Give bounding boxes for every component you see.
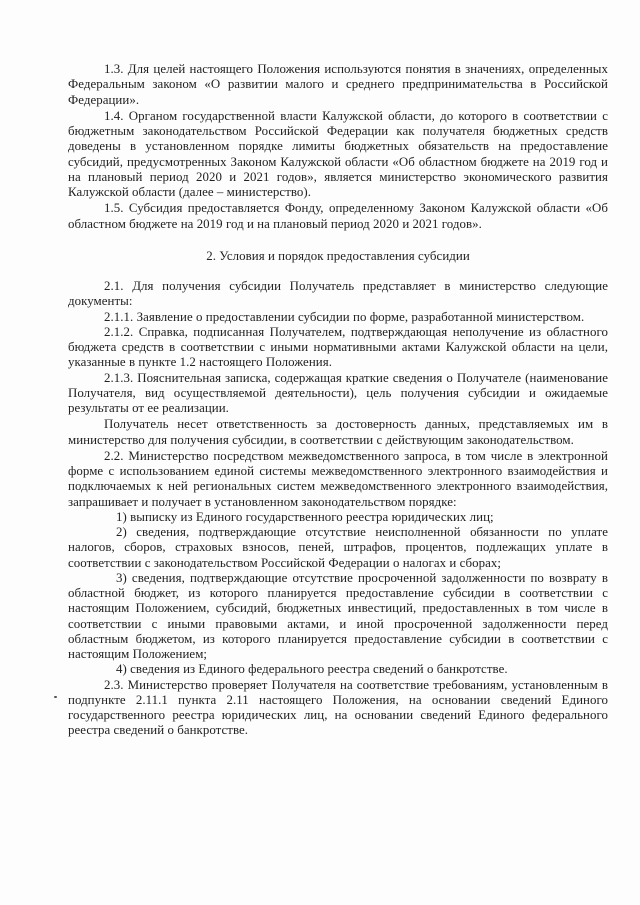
paragraph-1-4: 1.4. Органом государственной власти Калужской области, до которого в соответствии с бюджетным законодательством Российской Федерации как получателя бюджетных средств доведены в установленном порядке лимиты бюджетных обязательств на предоставление субсидий, предусмотренных Законом Калужской области «Об областном бюджете на 2019 год и на плановый период 2020 и 2021 годов», является министерство экономического развития Калужской области (далее – министерство). — [68, 108, 608, 199]
scan-margin-mark — [54, 696, 57, 698]
list-item-1: 1) выписку из Единого государственного реестра юридических лиц; — [116, 509, 494, 524]
paragraph-2-2: 2.2. Министерство посредством межведомственного запроса, в том числе в электронной форме с использованием единой системы межведомственного электронного взаимодействия и подключаемых к ней региональных систем межведомственного электронного взаимодействия, запрашивает и получает в установленном законодательством порядке: — [68, 448, 608, 509]
paragraph-2-1-1: 2.1.1. Заявление о предоставлении субсидии по форме, разработанной министерством. — [104, 309, 585, 324]
paragraph-2-1-3: 2.1.3. Пояснительная записка, содержащая краткие сведения о Получателе (наименование Получателя, вид осуществляемой деятельности), цель получения субсидии и ожидаемые результаты от ее реализации. — [68, 370, 608, 415]
paragraph-2-1: 2.1. Для получения субсидии Получатель представляет в министерство следующие документы: — [68, 279, 608, 309]
paragraph-1-5: 1.5. Субсидия предоставляется Фонду, определенному Законом Калужской области «Об областном бюджете на 2019 год и на плановый период 2020 и 2021 годов». — [68, 201, 608, 231]
paragraph-responsibility: Получатель несет ответственность за достоверность данных, представляемых им в министерство для получения субсидии, в соответствии с действующим законодательством. — [68, 417, 608, 447]
section-title: 2. Условия и порядок предоставления субсидии — [206, 248, 470, 263]
paragraph-2-1-2: 2.1.2. Справка, подписанная Получателем, подтверждающая неполучение из областного бюджета средств в соответствии с иными нормативными актами Калужской области на цели, указанные в пункте 1.2 настоящего Положения. — [68, 324, 608, 370]
list-item-2: 2) сведения, подтверждающие отсутствие неисполненной обязанности по уплате налогов, сборов, страховых взносов, пеней, штрафов, процентов, подлежащих уплате в соответствии с законодательством Российской Федерации о налогах и сборах; — [68, 525, 608, 570]
paragraph-1-3: 1.3. Для целей настоящего Положения используются понятия в значениях, определенных Федеральным законом «О развитии малого и среднего предпринимательства в Российской Федерации». — [68, 62, 608, 107]
paragraph-2-3: 2.3. Министерство проверяет Получателя на соответствие требованиям, установленным в подпункте 2.11.1 пункта 2.11 настоящего Положения, на основании сведений Единого государственного реестра юридических лиц, на основании сведений Единого федерального реестра сведений о банкротстве. — [68, 677, 608, 738]
document-body — [68, 62, 608, 739]
list-item-4: 4) сведения из Единого федерального реестра сведений о банкротстве. — [116, 662, 508, 677]
list-item-3: 3) сведения, подтверждающие отсутствие просроченной задолженности по возврату в областной бюджет, из которого планируется предоставление субсидии в соответствии с настоящим Положением, субсидий, бюджетных инвестиций, предоставленных в том числе в соответствии с иными правовыми актами, и иной просроченной задолженности перед областным бюджетом, из которого планируется предоставление субсидии в соответствии с настоящим Положением; — [68, 570, 608, 661]
